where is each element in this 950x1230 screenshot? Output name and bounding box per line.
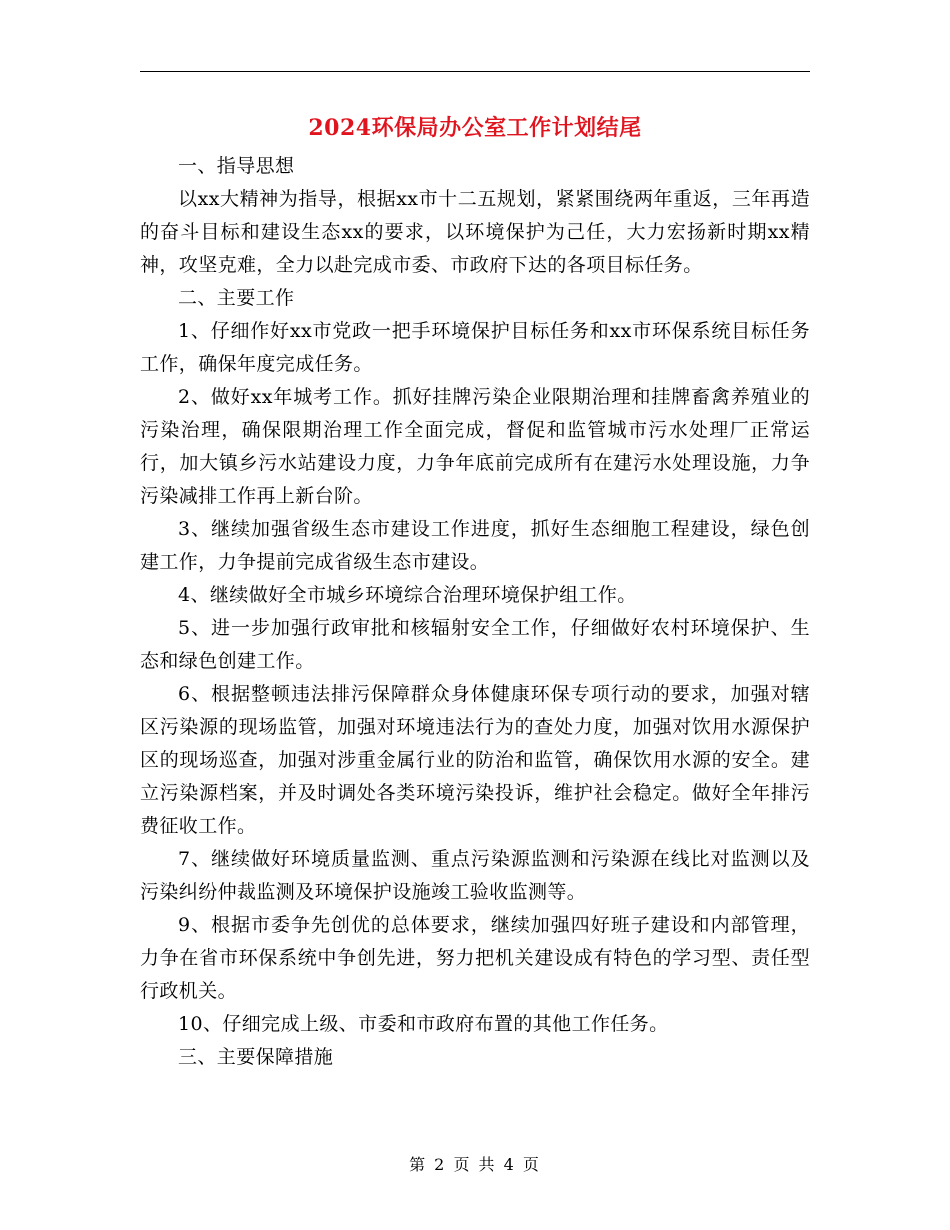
work-item-7: 7、继续做好环境质量监测、重点污染源监测和污染源在线比对监测以及污染纠纷仲裁监测及环境保护设施竣工验收监测等。 — [140, 848, 810, 903]
work-item-9: 9、根据市委争先创优的总体要求，继续加强四好班子建设和内部管理，力争在省市环保系统中争创先进，努力把机关建设成有特色的学习型、责任型行政机关。 — [140, 914, 810, 1002]
work-item-1: 1、仔细作好xx市党政一把手环境保护目标任务和xx市环保系统目标任务工作，确保年度完成任务。 — [140, 320, 810, 375]
section-heading-guiding-ideology: 一、指导思想 — [178, 155, 295, 177]
document-title: 2024环保局办公室工作计划结尾 — [308, 115, 642, 141]
page-number-footer: 第 2 页 共 4 页 — [409, 1155, 541, 1174]
work-item-4: 4、继续做好全市城乡环境综合治理环境保护组工作。 — [178, 584, 637, 606]
work-item-2: 2、做好xx年城考工作。抓好挂牌污染企业限期治理和挂牌畜禽养殖业的污染治理，确保限期治理工作全面完成，督促和监管城市污水处理厂正常运行，加大镇乡污水站建设力度，力争年底前完成所有在建污水处理设施，力争污染减排工作再上新台阶。 — [140, 386, 810, 507]
section-heading-safeguard-measures: 三、主要保障措施 — [178, 1046, 334, 1068]
work-item-6: 6、根据整顿违法排污保障群众身体健康环保专项行动的要求，加强对辖区污染源的现场监管，加强对环境违法行为的查处力度，加强对饮用水源保护区的现场巡查，加强对涉重金属行业的防治和监管，确保饮用水源的安全。建立污染源档案，并及时调处各类环境污染投诉，维护社会稳定。做好全年排污费征收工作。 — [140, 683, 810, 837]
work-item-3: 3、继续加强省级生态市建设工作进度，抓好生态细胞工程建设，绿色创建工作，力争提前完成省级生态市建设。 — [140, 518, 810, 573]
paragraph-guiding-ideology: 以xx大精神为指导，根据xx市十二五规划，紧紧围绕两年重返，三年再造的奋斗目标和建设生态xx的要求，以环境保护为己任，大力宏扬新时期xx精神，攻坚克难，全力以赴完成市委、市政府下达的各项目标任务。 — [140, 188, 810, 276]
work-item-10: 10、仔细完成上级、市委和市政府布置的其他工作任务。 — [178, 1013, 669, 1035]
section-heading-main-work: 二、主要工作 — [178, 287, 295, 309]
document-body — [140, 150, 810, 1074]
header-rule — [140, 71, 810, 72]
work-item-5: 5、进一步加强行政审批和核辐射安全工作，仔细做好农村环境保护、生态和绿色创建工作。 — [140, 617, 810, 672]
